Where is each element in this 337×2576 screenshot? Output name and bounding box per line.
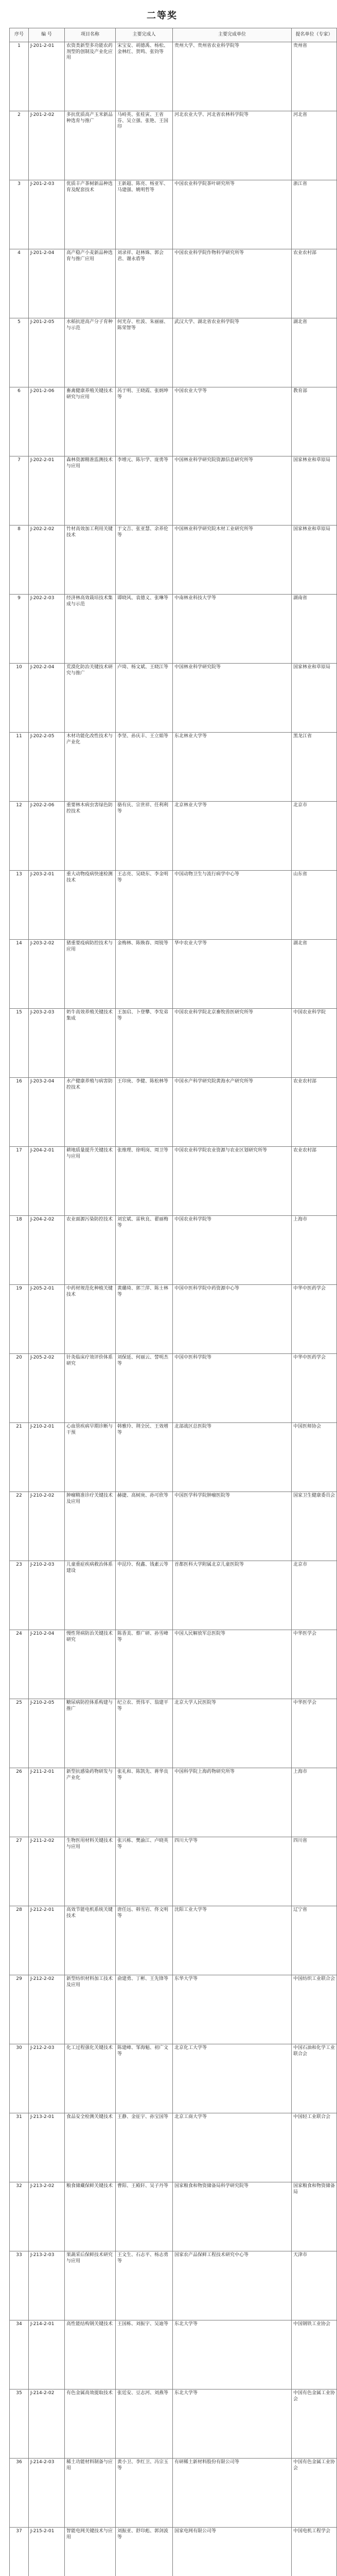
cell-people: 王文生、石志平、杨志勇等 — [116, 2251, 173, 2320]
cell-unit: 中国石油和化学工业联合会 — [292, 2044, 337, 2113]
cell-code: J-202-2-04 — [29, 664, 65, 733]
cell-project: 慢性肾病防治关键技术研究 — [65, 1630, 116, 1699]
table-row — [10, 1837, 337, 1906]
cell-code: J-201-2-03 — [29, 180, 65, 249]
cell-code: J-210-2-04 — [29, 1630, 65, 1699]
cell-org: 东北林业大学等 — [173, 733, 292, 802]
cell-code: J-201-2-01 — [29, 42, 65, 111]
cell-project: 荒漠化防治关键技术研究与推广 — [65, 664, 116, 733]
cell-code: J-212-2-03 — [29, 2044, 65, 2113]
page-title: 二等奖 — [147, 10, 178, 21]
table-row — [10, 1630, 337, 1699]
cell-unit: 中国有色金属工业协会 — [292, 2389, 337, 2459]
table-row — [10, 387, 337, 456]
cell-project: 高产稳产小麦新品种选育与推广应用 — [65, 249, 116, 318]
cell-org: 四川大学等 — [173, 1837, 292, 1906]
cell-people: 王国栋、刘振宇、吴迪等 — [116, 2320, 173, 2389]
cell-code: J-212-2-02 — [29, 1975, 65, 2044]
cell-code: J-204-2-01 — [29, 1147, 65, 1216]
cell-unit: 湖北省 — [292, 940, 337, 1009]
cell-no: 7 — [10, 456, 29, 526]
cell-people: 李增元、陈尔学、庞勇等 — [116, 456, 173, 526]
cell-project: 新型抗感染药物研发与产业化 — [65, 1768, 116, 1837]
cell-people: 刘保延、何丽云、訾明杰等 — [116, 1354, 173, 1423]
cell-project: 心血管疾病早期诊断与干预 — [65, 1423, 116, 1492]
cell-unit: 天津市 — [292, 2251, 337, 2320]
table-row — [10, 2528, 337, 2576]
cell-project: 高效节能电机系统关键技术 — [65, 1906, 116, 1975]
cell-code: J-214-2-02 — [29, 2389, 65, 2459]
table-row — [10, 1009, 337, 1078]
table-row — [10, 1699, 337, 1768]
cell-unit: 贵州省 — [292, 42, 337, 111]
cell-no: 11 — [10, 733, 29, 802]
table-row — [10, 2320, 337, 2389]
cell-unit: 国家林业和草原局 — [292, 664, 337, 733]
cell-people: 曹阳、王殿轩、吴子丹等 — [116, 2182, 173, 2251]
cell-org: 中国动物卫生与流行病学中心等 — [173, 871, 292, 940]
cell-no: 19 — [10, 1285, 29, 1354]
cell-unit: 中华医学会 — [292, 1630, 337, 1699]
col-header-no: 序号 — [10, 28, 29, 42]
cell-unit: 中国电机工程学会 — [292, 2528, 337, 2576]
cell-org: 东北大学等 — [173, 2389, 292, 2459]
cell-code: J-213-2-02 — [29, 2182, 65, 2251]
cell-people: 陈建峰、邹海魁、初广文等 — [116, 2044, 173, 2113]
cell-project: 稀土功能材料制备与应用 — [65, 2459, 116, 2528]
cell-people: 王加启、卜登攀、李发弟等 — [116, 1009, 173, 1078]
cell-code: J-202-2-06 — [29, 802, 65, 871]
cell-people: 于文吉、张亚慧、余养伦等 — [116, 526, 173, 595]
cell-no: 25 — [10, 1699, 29, 1768]
cell-unit: 上海市 — [292, 1768, 337, 1837]
cell-org: 中国农业科学院茶叶研究所等 — [173, 180, 292, 249]
cell-org: 河北农业大学、河北省农林科学院等 — [173, 111, 292, 180]
cell-code: J-205-2-02 — [29, 1354, 65, 1423]
cell-people: 宋宝安、胡德禹、杨松、金林红、贺鸣、张钧等 — [116, 42, 173, 111]
cell-people: 骆有庆、宗世祥、任利利等 — [116, 802, 173, 871]
cell-unit: 农业农村部 — [292, 249, 337, 318]
cell-code: J-210-2-03 — [29, 1561, 65, 1630]
cell-people: 俞建勇、丁彬、王先锋等 — [116, 1975, 173, 2044]
cell-org: 中国林业科学研究院等 — [173, 664, 292, 733]
cell-org: 中国农业大学等 — [173, 387, 292, 456]
cell-no: 24 — [10, 1630, 29, 1699]
table-row — [10, 2113, 337, 2182]
cell-people: 申昆玲、倪鑫、钱素云等 — [116, 1561, 173, 1630]
cell-code: J-202-2-05 — [29, 733, 65, 802]
table-row — [10, 802, 337, 871]
cell-unit: 中华中医药学会 — [292, 1285, 337, 1354]
cell-code: J-202-2-03 — [29, 595, 65, 664]
cell-no: 6 — [10, 387, 29, 456]
cell-org: 武汉大学、湖北省农业科学院等 — [173, 318, 292, 387]
cell-people: 刘宏斌、雷秋良、翟丽梅等 — [116, 1216, 173, 1285]
cell-unit: 教育部 — [292, 387, 337, 456]
cell-unit: 辽宁省 — [292, 1906, 337, 1975]
cell-code: J-210-2-01 — [29, 1423, 65, 1492]
cell-unit: 中国农业科学院 — [292, 1009, 337, 1078]
cell-project: 耕地质量提升关键技术与应用 — [65, 1147, 116, 1216]
cell-people: 金梅林、陈焕春、周锐等 — [116, 940, 173, 1009]
cell-org: 中国林业科学研究院资源信息研究所等 — [173, 456, 292, 526]
table-row — [10, 180, 337, 249]
cell-unit: 国家林业和草原局 — [292, 526, 337, 595]
cell-org: 北京大学人民医院等 — [173, 1699, 292, 1768]
cell-people: 谭晓风、袁德义、张琳等 — [116, 595, 173, 664]
cell-no: 2 — [10, 111, 29, 180]
cell-org: 中国农业科学院作物科学研究所等 — [173, 249, 292, 318]
cell-org: 贵州大学、贵州省农业科学院等 — [173, 42, 292, 111]
cell-no: 34 — [10, 2320, 29, 2389]
cell-project: 高性能结构钢关键技术 — [65, 2320, 116, 2389]
cell-org: 沈阳工业大学等 — [173, 1906, 292, 1975]
cell-project: 糖尿病防控体系构建与推广 — [65, 1699, 116, 1768]
cell-people: 黄璐琦、郭兰萍、陈士林等 — [116, 1285, 173, 1354]
cell-org: 国家电网有限公司等 — [173, 2528, 292, 2576]
cell-project: 粮食储藏保鲜关键技术 — [65, 2182, 116, 2251]
cell-org: 北京工商大学等 — [173, 2113, 292, 2182]
cell-org: 北京化工大学等 — [173, 2044, 292, 2113]
cell-people: 马峙英、张桂寅、王省芬、吴立强、张艳、王国印 — [116, 111, 173, 180]
cell-unit: 河北省 — [292, 111, 337, 180]
cell-org: 中国农业科学院北京畜牧兽医研究所等 — [173, 1009, 292, 1078]
cell-project: 果蔬采后保鲜技术研究与应用 — [65, 2251, 116, 2320]
cell-project: 水产健康养殖与病害防控技术 — [65, 1078, 116, 1147]
cell-no: 26 — [10, 1768, 29, 1837]
cell-project: 新型纺织材料加工技术及应用 — [65, 1975, 116, 2044]
cell-people: 王志亮、吴晓东、李金明等 — [116, 871, 173, 940]
cell-no: 22 — [10, 1492, 29, 1561]
table-body — [10, 42, 337, 2576]
cell-code: J-203-2-03 — [29, 1009, 65, 1078]
cell-org: 华中农业大学等 — [173, 940, 292, 1009]
cell-unit: 中国有色金属工业协会 — [292, 2459, 337, 2528]
cell-people: 张兴栋、樊渝江、卢晓英等 — [116, 1837, 173, 1906]
table-row — [10, 1216, 337, 1285]
cell-unit: 农业农村部 — [292, 1078, 337, 1147]
table-row — [10, 456, 337, 526]
cell-code: J-214-2-03 — [29, 2459, 65, 2528]
cell-people: 唐任远、韩雪岩、佟文明等 — [116, 1906, 173, 1975]
cell-code: J-203-2-02 — [29, 940, 65, 1009]
cell-no: 23 — [10, 1561, 29, 1630]
cell-unit: 湖南省 — [292, 595, 337, 664]
table-row — [10, 1147, 337, 1216]
cell-project: 中药材规范化种植关键技术 — [65, 1285, 116, 1354]
cell-no: 4 — [10, 249, 29, 318]
cell-project: 重要林木病虫害绿色防控技术 — [65, 802, 116, 871]
cell-no: 9 — [10, 595, 29, 664]
table-row — [10, 940, 337, 1009]
cell-no: 36 — [10, 2459, 29, 2528]
cell-project: 智能电网关键技术与应用 — [65, 2528, 116, 2576]
col-header-people: 主要完成人 — [116, 28, 173, 42]
cell-no: 8 — [10, 526, 29, 595]
cell-unit: 中国医师协会 — [292, 1423, 337, 1492]
cell-project: 食品安全检测关键技术 — [65, 2113, 116, 2182]
cell-org: 中国农业科学院农业资源与农业区划研究所等 — [173, 1147, 292, 1216]
cell-people: 卢琦、杨文斌、王晓江等 — [116, 664, 173, 733]
cell-no: 17 — [10, 1147, 29, 1216]
cell-people: 黄小卫、李红卫、冯宗玉等 — [116, 2459, 173, 2528]
cell-people: 李坚、孙庆丰、王立娟等 — [116, 733, 173, 802]
award-table — [9, 28, 337, 2576]
cell-project: 竹材高效加工利用关键技术 — [65, 526, 116, 595]
cell-code: J-210-2-02 — [29, 1492, 65, 1561]
cell-code: J-201-2-04 — [29, 249, 65, 318]
cell-no: 15 — [10, 1009, 29, 1078]
cell-no: 27 — [10, 1837, 29, 1906]
col-header-org: 主要完成单位 — [173, 28, 292, 42]
cell-people: 何光存、杜波、朱丽丽、陈荣智等 — [116, 318, 173, 387]
table-row — [10, 1975, 337, 2044]
cell-unit: 中国轻工业联合会 — [292, 2113, 337, 2182]
cell-code: J-201-2-02 — [29, 111, 65, 180]
cell-people: 陈香美、蔡广研、孙雪峰等 — [116, 1630, 173, 1699]
table-row — [10, 2459, 337, 2528]
cell-project: 有色金属高效提取技术 — [65, 2389, 116, 2459]
table-row — [10, 1561, 337, 1630]
cell-project: 木材功能化改性技术与产业化 — [65, 733, 116, 802]
cell-org: 东北大学等 — [173, 2320, 292, 2389]
cell-code: J-210-2-05 — [29, 1699, 65, 1768]
cell-people: 张礼和、陈凯先、蒋华良等 — [116, 1768, 173, 1837]
cell-no: 12 — [10, 802, 29, 871]
cell-project: 水稻抗逆高产分子育种与示范 — [65, 318, 116, 387]
cell-unit: 浙江省 — [292, 180, 337, 249]
table-row — [10, 1078, 337, 1147]
cell-no: 28 — [10, 1906, 29, 1975]
cell-project: 奶牛高效养殖关键技术集成 — [65, 1009, 116, 1078]
cell-project: 针灸临床疗效评价体系研究 — [65, 1354, 116, 1423]
table-row — [10, 1492, 337, 1561]
cell-project: 肿瘤精准诊疗关键技术及应用 — [65, 1492, 116, 1561]
cell-org: 首都医科大学附属北京儿童医院等 — [173, 1561, 292, 1630]
table-row — [10, 1354, 337, 1423]
cell-org: 北部战区总医院等 — [173, 1423, 292, 1492]
cell-no: 20 — [10, 1354, 29, 1423]
cell-org: 北京林业大学等 — [173, 802, 292, 871]
col-header-unit: 提名单位（专家） — [292, 28, 337, 42]
table-row — [10, 1768, 337, 1837]
cell-no: 3 — [10, 180, 29, 249]
cell-project: 农资类新型多功能农药剂型的创制及产业化应用 — [65, 42, 116, 111]
cell-unit: 中华中医药学会 — [292, 1354, 337, 1423]
cell-project: 多抗优质高产玉米新品种选育与推广 — [65, 111, 116, 180]
cell-people: 王印庚、李健、陈松林等 — [116, 1078, 173, 1147]
table-row — [10, 2044, 337, 2113]
table-row — [10, 42, 337, 111]
table-row — [10, 526, 337, 595]
table-row — [10, 2182, 337, 2251]
table-header-row — [10, 28, 337, 42]
cell-project: 畜禽健康养殖关键技术研究与应用 — [65, 387, 116, 456]
cell-unit: 中国钢铁工业协会 — [292, 2320, 337, 2389]
cell-unit: 农业农村部 — [292, 1147, 337, 1216]
cell-people: 刘振亚、舒印彪、郭剑波等 — [116, 2528, 173, 2576]
cell-code: J-215-2-01 — [29, 2528, 65, 2576]
table-row — [10, 664, 337, 733]
table-row — [10, 1906, 337, 1975]
cell-unit: 上海市 — [292, 1216, 337, 1285]
cell-code: J-201-2-06 — [29, 387, 65, 456]
cell-no: 35 — [10, 2389, 29, 2459]
cell-no: 5 — [10, 318, 29, 387]
cell-no: 32 — [10, 2182, 29, 2251]
cell-unit: 山东省 — [292, 871, 337, 940]
cell-project: 重大动物疫病快速检测技术 — [65, 871, 116, 940]
cell-code: J-202-2-02 — [29, 526, 65, 595]
table-row — [10, 249, 337, 318]
table-row — [10, 871, 337, 940]
cell-org: 国家农产品保鲜工程技术研究中心等 — [173, 2251, 292, 2320]
cell-code: J-202-2-01 — [29, 456, 65, 526]
cell-project: 森林资源精准监测技术与应用 — [65, 456, 116, 526]
table-row — [10, 1285, 337, 1354]
cell-unit: 国家卫生健康委员会 — [292, 1492, 337, 1561]
table-row — [10, 595, 337, 664]
cell-org: 中国中医科学院等 — [173, 1354, 292, 1423]
cell-code: J-211-2-02 — [29, 1837, 65, 1906]
cell-org: 中国中医科学院中药资源中心等 — [173, 1285, 292, 1354]
cell-no: 21 — [10, 1423, 29, 1492]
cell-org: 中国医学科学院肿瘤医院等 — [173, 1492, 292, 1561]
cell-unit: 中国纺织工业联合会 — [292, 1975, 337, 2044]
cell-no: 13 — [10, 871, 29, 940]
cell-unit: 北京市 — [292, 1561, 337, 1630]
cell-people: 纪立农、贾伟平、翁建平等 — [116, 1699, 173, 1768]
cell-no: 14 — [10, 940, 29, 1009]
cell-code: J-211-2-01 — [29, 1768, 65, 1837]
cell-code: J-201-2-05 — [29, 318, 65, 387]
cell-project: 化工过程强化关键技术 — [65, 2044, 116, 2113]
cell-org: 中国农业科学院等 — [173, 1216, 292, 1285]
cell-code: J-213-2-01 — [29, 2113, 65, 2182]
cell-org: 中国林业科学研究院木材工业研究所等 — [173, 526, 292, 595]
cell-no: 10 — [10, 664, 29, 733]
cell-unit: 北京市 — [292, 802, 337, 871]
cell-unit: 四川省 — [292, 1837, 337, 1906]
cell-no: 37 — [10, 2528, 29, 2576]
cell-project: 猪重要疫病防控技术与应用 — [65, 940, 116, 1009]
cell-org: 东华大学等 — [173, 1975, 292, 2044]
cell-people: 张廷安、豆志河、刘燕等 — [116, 2389, 173, 2459]
table-row — [10, 111, 337, 180]
cell-people: 王静、金征宇、孙宝国等 — [116, 2113, 173, 2182]
cell-code: J-212-2-01 — [29, 1906, 65, 1975]
cell-project: 经济林高效栽培技术集成与示范 — [65, 595, 116, 664]
cell-no: 18 — [10, 1216, 29, 1285]
cell-no: 30 — [10, 2044, 29, 2113]
cell-code: J-203-2-01 — [29, 871, 65, 940]
cell-org: 中南林业科技大学等 — [173, 595, 292, 664]
cell-org: 有研稀土新材料股份有限公司等 — [173, 2459, 292, 2528]
cell-people: 刘录祥、赵林姝、郭会君、谢永盾等 — [116, 249, 173, 318]
cell-project: 农业面源污染防控技术 — [65, 1216, 116, 1285]
col-header-project: 项目名称 — [65, 28, 116, 42]
table-row — [10, 2389, 337, 2459]
cell-unit: 中华医学会 — [292, 1699, 337, 1768]
cell-code: J-213-2-03 — [29, 2251, 65, 2320]
cell-unit: 国家林业和草原局 — [292, 456, 337, 526]
cell-unit: 湖北省 — [292, 318, 337, 387]
cell-project: 生物医用材料关键技术与应用 — [65, 1837, 116, 1906]
cell-people: 张维理、徐明岗、周卫等 — [116, 1147, 173, 1216]
cell-no: 29 — [10, 1975, 29, 2044]
cell-org: 中国科学院上海药物研究所等 — [173, 1768, 292, 1837]
cell-unit: 黑龙江省 — [292, 733, 337, 802]
cell-code: J-205-2-01 — [29, 1285, 65, 1354]
cell-no: 1 — [10, 42, 29, 111]
cell-people: 韩雅玲、荆全民、王效增等 — [116, 1423, 173, 1492]
cell-project: 儿童重症疾病救治体系建设 — [65, 1561, 116, 1630]
cell-unit: 国家粮食和物资储备局 — [292, 2182, 337, 2251]
cell-code: J-214-2-01 — [29, 2320, 65, 2389]
table-row — [10, 1423, 337, 1492]
cell-people: 呙于明、王晓霞、张炳坤等 — [116, 387, 173, 456]
cell-people: 赫捷、高树庚、孙可欣等 — [116, 1492, 173, 1561]
cell-no: 31 — [10, 2113, 29, 2182]
cell-org: 国家粮食和物资储备局科学研究院等 — [173, 2182, 292, 2251]
cell-code: J-203-2-04 — [29, 1078, 65, 1147]
cell-code: J-204-2-02 — [29, 1216, 65, 1285]
table-row — [10, 318, 337, 387]
cell-org: 中国人民解放军总医院等 — [173, 1630, 292, 1699]
cell-org: 中国水产科学研究院黄海水产研究所等 — [173, 1078, 292, 1147]
cell-no: 16 — [10, 1078, 29, 1147]
col-header-code: 编 号 — [29, 28, 65, 42]
table-row — [10, 733, 337, 802]
cell-no: 33 — [10, 2251, 29, 2320]
table-row — [10, 2251, 337, 2320]
cell-project: 优质丰产茶树新品种选育及配套技术 — [65, 180, 116, 249]
cell-people: 王新超、陈亮、杨亚军、马建强、姚明哲等 — [116, 180, 173, 249]
